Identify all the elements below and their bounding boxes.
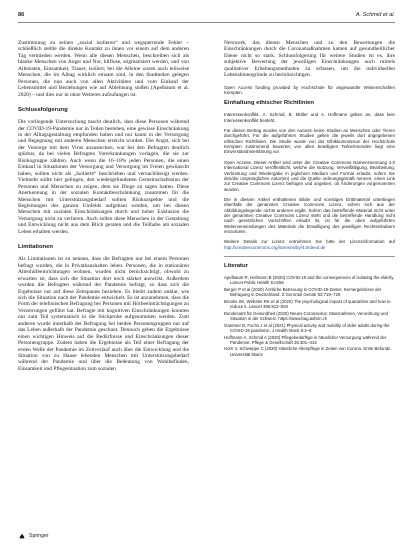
section-heading-conclusion: Schlussfolgerung — [18, 107, 68, 114]
section-heading-limitations: Limitationen — [18, 244, 54, 251]
images-license-note: Die in diesem Artikel enthaltenen Bilder und sonstiges Drittmaterial unterliegen ebenfalls der genannten Creative Commons Lizenz, sofern sich aus der Abbildungslegende nichts anderes ergibt. Sofern das betreffende Material nicht unter der genannten Creative Commons Lizenz steht und die betreffende Handlung nicht nach gesetzlichen Vorschriften erlaubt ist, ist für die oben aufgeführten Weiterverwendungen des Materials die Einwilligung des jeweiligen Rechteinhabers einzuholen. — [224, 196, 395, 234]
springer-logo-icon — [18, 532, 26, 540]
section-divider — [224, 256, 395, 257]
reference-item: Apelbaum R, Hofmann B (2020) COVID-19 and the consequences of isolating the elderly. Lancet Public Health 5:e256 — [224, 274, 395, 286]
reference-item: Bundesamt für Gesundheit (2020) Neues Coronavirus: Massnahmen, Verordnung und Situation in der Schweiz. https://www.bag.admin.ch — [224, 310, 388, 321]
continuation-paragraph: Netzwerk, das diesen Menschen und zu den Bewertungen die Einschränkungen durch die Coronamaßnahmen kamen auf gesundheitlicher Ebene nicht so stark. Schlussfolgerung für weitere Studien ist es, ihre subjektive Bewertung der jeweiligen Einschränkungen auch mittels qualitativer Erhebungsmethoden zu erfassen, um die individuellen Lebenshintergründe zu berücksichtigen. — [224, 40, 395, 79]
header-rule — [18, 22, 395, 23]
open-access-note: Open Access. Dieser Artikel wird unter der Creative Commons Namensnennung 4.0 International Lizenz veröffentlicht, welche die Nutzung, Vervielfältigung, Bearbeitung, Verbreitung und Wiedergabe in jeglichem Medium und Format erlaubt, sofern Sie den/die ursprünglichen Autor(en) und die Quelle ordnungsgemäß nennen, einen Link zur Creative Commons Lizenz beifügen und angeben, ob Änderungen vorgenommen wurden. — [224, 159, 395, 192]
reference-item: Berger P et al (2020) Ärztliche Betreuung in COVID-19-Zeiten: Kernergebnisse der Befragung in Deutschland. Z Gerontol Geriatr 53:719–726 — [224, 286, 382, 298]
limitations-paragraph: Als Limitationen ist zu nennen, dass die Befragten nur bei einem Personen befragt wurden, die in Privathaushalten leben. Personen, die in stationären Altenhilfeeinrichtungen wohnen, wurden nicht berücksichtigt, obwohl zu erwarten ist, dass sich die Situation dort noch stärker auswirkt. Außerdem wurden die Befragten während der Pandemie befragt, so dass sich die Ergebnisse nur auf diese Zeitspanne beziehen. Es bleibt zudem unklar, wie sich die Situation nach der Pandemie entwickelt. Es ist anzunehmen, dass die Form der telefonischen Befragung bei Personen mit Hörbeeinträchtigungen zu Verzerrungen geführt hat. Befragte mit kognitiven Einschränkungen konnten nur zum Teil systematisch in die Stichprobe aufgenommen werden. Zum anderen wurde innerhalb der Befragung bei beiden Personengruppen nur auf das Leben außerhalb der Pandemie geschaut. Dennoch geben die Ergebnisse einen wichtigen Hinweis auf die Bedürfnisse und Einschränkungen dieser Personengruppe. Zudem haben die Ergebnisse als Teil einer Befragung der ersten Welle der Pandemie im Zeitverlauf auch über die Entwicklung und die Situation von zu Hause lebenden Menschen mit Unterstützungsbedarf während der Pandemie und über die Bedeutung von Wohlbefinden, Einsamkeit und Pflegesituation zum sozialen — [18, 256, 189, 372]
running-author: A. Schmid et al. — [355, 12, 395, 18]
ethics-note: Für diesen Beitrag wurden von den Autoren keine Studien an Menschen oder Tieren durchgeführt. Für die aufgeführten Studien gelten die jeweils dort angegebenen ethischen Richtlinien. Die Studie wurde von der Ethikkommission der Hochschule Kempten zustimmend bewertet; von allen beteiligten Teilnehmenden liegt eine Einverständniserklärung vor. — [224, 128, 395, 155]
publisher-name: Springer — [29, 533, 49, 539]
reference-item: Horn V, Schweppe C (2020) Häusliche Altenpflege in Zeiten von Corona. Erste Befunde. Universität Mainz — [224, 346, 392, 357]
right-column — [224, 40, 395, 358]
license-link[interactable]: http://creativecommons.org/licenses/by/4.0/deed.de — [224, 244, 326, 250]
page-footer — [18, 532, 49, 540]
page-header — [18, 12, 395, 22]
conclusion-paragraph: Die vorliegende Untersuchung macht deutlich, dass diese Personen während der COVID-19-Pandemie nur in Teilen bestehen, eine gewisse Einschränkung in der Alltagsgestaltung empfunden haben und nur kaum in der Versorgung und Begegnung mit anderen Menschen erreicht wurden. Die Angst, sich bei der Vorsorge mit dem Virus anzustecken, war bei den Befragten deutlich spürbar, da bei vielen Befragten Vorerkrankungen vorlagen, die sie zur Risikogruppe zählten. Auch wenn die 16–18% jeden Personen, die einen Einkauf in Situationen der Versorgung und Versorgung im Freien gewünscht haben, sollten nicht als „Isolierte“ beschrieben und vernachlässigt werden. Vielmehr sollte hier gelingen, den wiedergefundenen Gemeinschaftssinn der Personen und Menschen zu zeigen, dem sie Dinge zu sagen hatten. Diese Anerkennung in der sozialen Kontaktbeschränkung zusammen für die Menschen mit Unterstützungsbedarf sollten Risikoaspekte und die Begleitungen des ganzen Umfelds aufgebaut werden, um bei diesen Menschen mit sozialen Einschränkungen durch und hoher Exklusion die Versorgung nicht zu verlieren. Auch sollen diese Menschen in der Gestaltung und Entwicklung nicht aus dem Blick geraten und die Teilhabe am sozialen Leben erhalten werden. — [18, 119, 189, 235]
left-column — [18, 40, 189, 378]
funding-note: Open Access funding provided by Hochschule für angewandte Wissenschaften Kempten. — [224, 84, 395, 96]
license-prefix: Weitere Details zur Lizenz entnehmen Sie bitte der Lizenzinformation auf — [224, 239, 395, 245]
reference-item: Gaertner B, Fuchs J et al (2021) Physical activity and mobility of older adults during the COVID-19 pandemic. J Health Monit 6:2–9 — [224, 322, 390, 333]
conflict-note: Interessenkonflikt. A. Schmid, B. Müller und A. Hoffmann geben an, dass kein Interessenkonflikt besteht. — [224, 112, 395, 123]
reference-item: Hoffmann A, Schmid A (2020) Pflegebedürftige in häuslicher Versorgung während der Pandemie. Pflege & Gesellschaft 25:301–315 — [224, 334, 387, 345]
section-heading-ethics: Einhaltung ethischer Richtlinien — [224, 100, 315, 107]
page-number: 86 — [18, 12, 25, 18]
reference-item: Brooks SK, Webster RK et al (2020) The psychological impact of quarantine and how to reduce it. Lancet 395:912–920 — [224, 298, 391, 309]
intro-paragraph: Zustimmung zu seinen „sozial isolieren“ und wegsperrende Fehler – schließlich stellte die direkte Kontakt zu ihnen vor einem auf dem anderen Tag vermieden werden. Wenn alle diesen Menschen, beschreiben sich als blanke Menschen von Angst und Not, hilflose, stigmatisiert werden, und von Alleinsein, Einsamkeit, Trauer, isoliert; bei die Alleine waren auch teilweise Menschen, die im Alltag wirklich einsam sind, in den Stadtteilen gelegen Personen, die nun auch von allen Aktivitäten und vom Einkauf der Lebensmittel und Beziehungen wie auf Ablehnung stoßen (Apelbaum et al. 2020) – und dies nur in ohne Weiteres aufzufangen ist. — [18, 40, 189, 98]
section-heading-literature: Literatur — [224, 262, 248, 269]
reference-list — [224, 275, 395, 357]
license-note — [224, 239, 395, 250]
